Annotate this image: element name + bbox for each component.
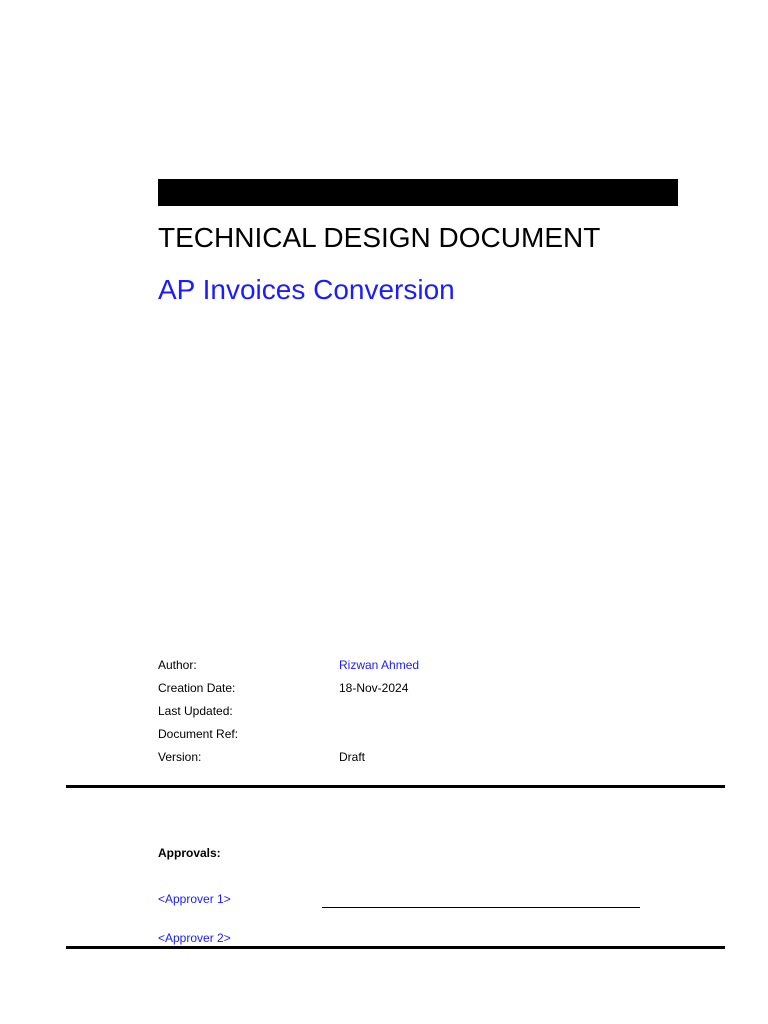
meta-label: Version:	[158, 750, 202, 764]
document-subtitle: AP Invoices Conversion	[158, 274, 455, 305]
meta-label: Last Updated:	[158, 704, 233, 718]
creation-date-value: 18-Nov-2024	[339, 681, 409, 695]
meta-label: Creation Date:	[158, 681, 236, 695]
approver-2: <Approver 2>	[158, 931, 231, 945]
version-value: Draft	[339, 750, 366, 764]
author-name: Rizwan Ahmed	[339, 658, 420, 672]
meta-label: Document Ref:	[158, 727, 239, 741]
signature-line	[322, 907, 640, 908]
title-bar	[158, 179, 678, 206]
divider	[66, 785, 725, 788]
meta-label: Author:	[158, 658, 197, 672]
approver-1: <Approver 1>	[158, 892, 231, 906]
approvals-heading: Approvals:	[158, 846, 221, 860]
document-title: TECHNICAL DESIGN DOCUMENT	[158, 222, 601, 253]
divider	[66, 946, 725, 949]
